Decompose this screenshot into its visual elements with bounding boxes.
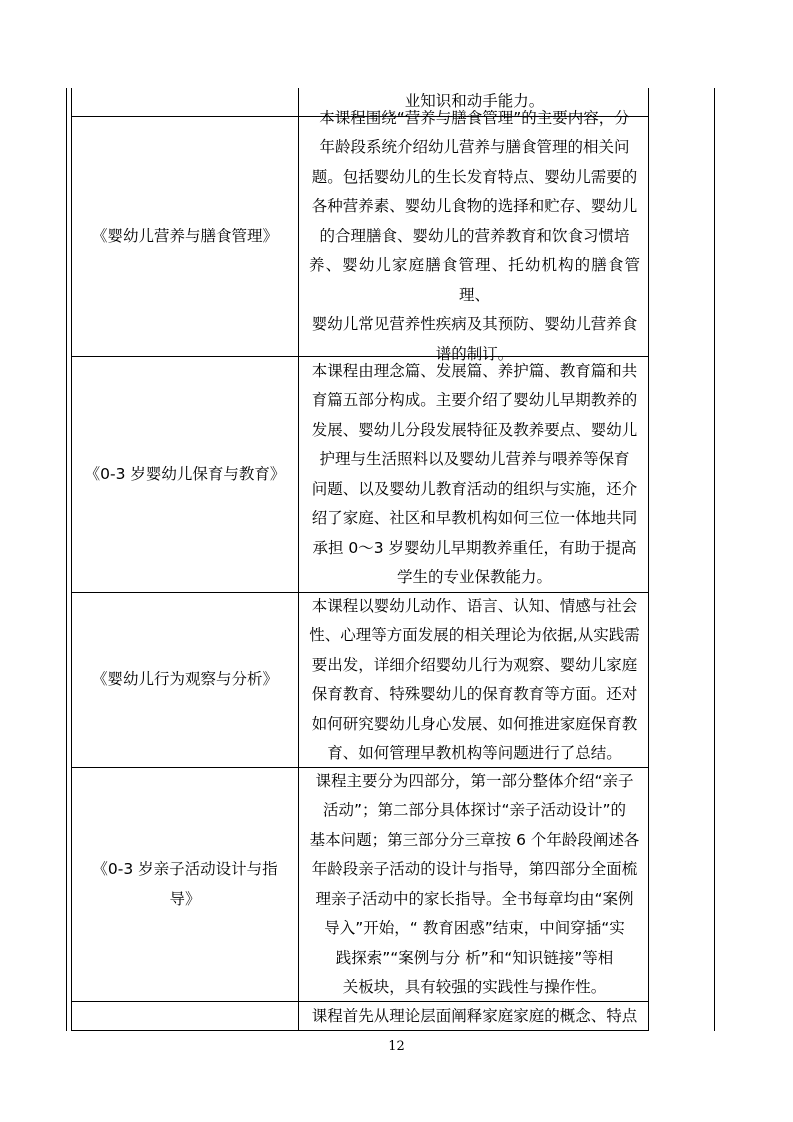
- course-description-cell: [299, 357, 648, 592]
- description-text: 本课程围绕“营养与膳食管理”的主要内容，分 年龄段系统介绍幼儿营养与膳食管理的相关问 题。包括婴幼儿的生长发育特点、婴幼儿需要的 各种营养素、婴幼儿食物的选择和贮存、婴幼儿 的合理膳食、婴幼儿的营养教育和饮食习惯培 养、婴幼儿家庭膳食管理、托幼机构的膳食管理、 婴幼儿常见营养性疾病及其预防、婴幼儿营养食 谱的制订。: [309, 108, 640, 363]
- description-text: 本课程以婴幼儿动作、语言、认知、情感与社会 性、心理等方面发展的相关理论为依据,从实践需 要出发，详细介绍婴幼儿行为观察、婴幼儿家庭 保育教育、特殊婴幼儿的保育教育等方面。还对 如何研究婴幼儿身心发展、如何推进家庭保育教 育、如何管理早教机构等问题进行了总结。: [309, 596, 640, 762]
- table-border-left-outer: [66, 88, 67, 1031]
- course-description-cell: [299, 768, 648, 1001]
- table-border-right: [648, 88, 649, 1031]
- course-description-cell: [299, 1002, 648, 1030]
- description-text: 课程首先从理论层面阐释家庭家庭的概念、特点: [311, 1007, 638, 1025]
- page-number: 12: [388, 1039, 405, 1054]
- course-description-cell: [299, 108, 648, 363]
- course-name-cell: [72, 88, 298, 116]
- description-text: 本课程由理念篇、发展篇、养护篇、教育篇和共 育篇五部分构成。主要介绍了婴幼儿早期教养的 发展、婴幼儿分段发展特征及教养要点、婴幼儿 护理与生活照料以及婴幼儿营养与喂养等保育 问题、以及婴幼儿教育活动的组织与实施，还介 绍了家庭、社区和早教机构如何三位一体地共同 承担 0～3 岁婴幼儿早期教养重任，有助于提高 学生的专业保教能力。: [311, 361, 638, 586]
- course-name-cell: 《婴幼儿营养与膳食管理》: [91, 226, 278, 245]
- description-text: 课程主要分为四部分，第一部分整体介绍“亲子 活动”；第二部分具体探讨“亲子活动设计”的 基本问题；第三部分分三章按 6 个年龄段阐述各 年龄段亲子活动的设计与指导，第四部分全面梳 理亲子活动中的家长指导。全书每章均由“案例 导入”开始，“ 教育困惑”结束，中间穿插“实 践探索”“案例与分 析”和“知识链接”等相 关板块，具有较强的实践性与操作性。: [309, 771, 640, 996]
- course-name-cell: [72, 1002, 298, 1030]
- description-text: 业知识和动手能力。: [404, 91, 545, 110]
- course-name-cell: 《婴幼儿行为观察与分析》: [91, 670, 278, 689]
- course-name-cell: 《0-3 岁婴幼儿保育与教育》: [84, 464, 286, 483]
- course-name-cell: 《0-3 岁亲子活动设计与指导》: [92, 860, 278, 908]
- table-border-right-outer: [714, 88, 715, 1031]
- course-description-cell: [299, 593, 648, 767]
